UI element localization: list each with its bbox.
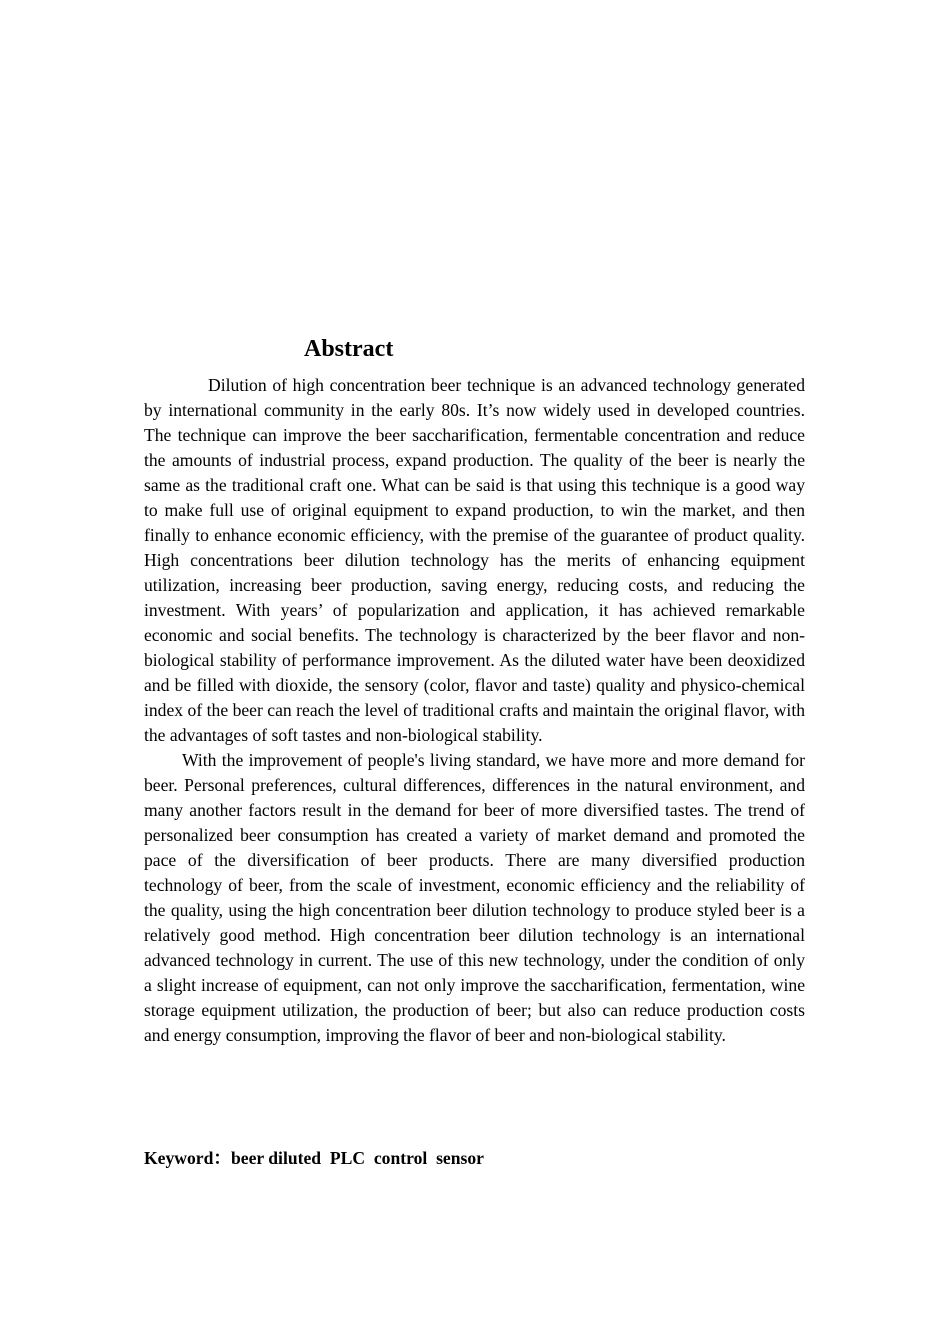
keywords-line: Keyword：beer diluted PLC control sensor [144, 1148, 484, 1168]
abstract-body [144, 373, 805, 1048]
abstract-paragraph: Dilution of high concentration beer technique is an advanced technology generated by international community in the early 80s. It’s now widely used in developed countries. The technique can improve the beer saccharification, fermentable concentration and reduce the amounts of industrial process, expand production. The quality of the beer is nearly the same as the traditional craft one. What can be said is that using this technique is a good way to make full use of original equipment to expand production, to win the market, and then finally to enhance economic efficiency, with the premise of the guarantee of product quality. High concentrations beer dilution technology has the merits of enhancing equipment utilization, increasing beer production, saving energy, reducing costs, and reducing the investment. With years’ of popularization and application, it has achieved remarkable economic and social benefits. The technology is characterized by the beer flavor and non-biological stability of performance improvement. As the diluted water have been deoxidized and be filled with dioxide, the sensory (color, flavor and taste) quality and physico-chemical index of the beer can reach the level of traditional crafts and maintain the original flavor, with the advantages of soft tastes and non-biological stability. [144, 375, 805, 745]
abstract-title: Abstract [304, 336, 394, 362]
abstract-paragraph: With the improvement of people's living standard, we have more and more demand for beer. Personal preferences, cultural differences, differences in the natural environment, and many another factors result in the demand for beer of more diversified tastes. The trend of personalized beer consumption has created a variety of market demand and promoted the pace of the diversification of beer products. There are many diversified production technology of beer, from the scale of investment, economic efficiency and the reliability of the quality, using the high concentration beer dilution technology to produce styled beer is a relatively good method. High concentration beer dilution technology is an international advanced technology in current. The use of this new technology, under the condition of only a slight increase of equipment, can not only improve the saccharification, fermentation, wine storage equipment utilization, the production of beer; but also can reduce production costs and energy consumption, improving the flavor of beer and non-biological stability. [144, 750, 805, 1045]
